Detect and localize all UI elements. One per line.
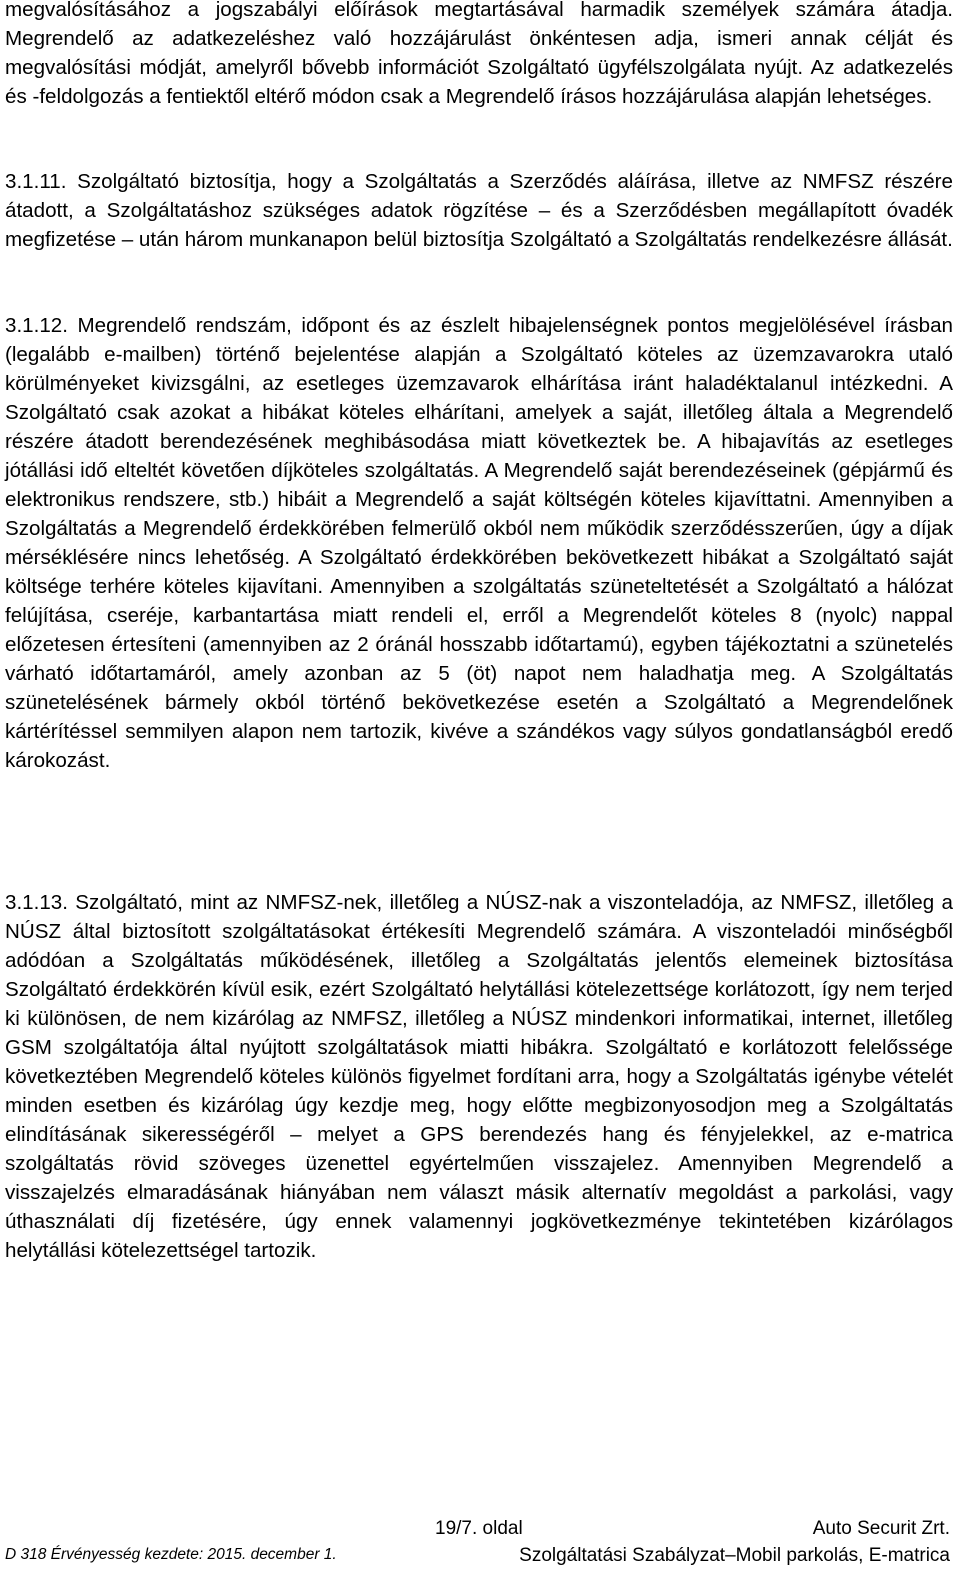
footer-page-number: 19/7. oldal bbox=[435, 1518, 523, 1539]
paragraph-3-1-13: 3.1.13. Szolgáltató, mint az NMFSZ-nek, illetőleg a NÚSZ-nak a viszonteladója, az NMFSZ, illetőleg a NÚSZ által biztosított szolgáltatásokat értékesíti Megrendelő számára. A viszonteladói minőségből adódóan a Szolgáltatás működésének, illetőleg a Szolgáltatás jelentős elemeinek biztosítása Szolgáltató érdekkörén kívül esik, ezért Szolgáltató helytállási kötelezettsége korlátozott, így nem terjed ki különösen, de nem kizárólag az NMFSZ, illetőleg a NÚSZ mindenkori informatikai, internet, illetőleg GSM szolgáltatója által nyújtott szolgáltatások miatti hibákra. Szolgáltató e korlátozott felelőssége következtében Megrendelő köteles különös figyelmet fordítani arra, hogy a Szolgáltatás igénybe vételét minden esetben és kizárólag úgy kezdje meg, hogy előtte megbizonyosodjon meg a Szolgáltatás elindításának sikerességéről – melyet a GPS berendezés hang és fényjelekkel, az e-matrica szolgáltatás rövid szöveges üzenettel egyértelműen visszajelez. Amennyiben Megrendelő a visszajelzés elmaradásának hiányában nem választ másik alternatív megoldást a parkolási, vagy úthasználati díj fizetésére, úgy ennek valamennyi jogkövetkezménye tekintetében kizárólagos helytállási kötelezettségel tartozik. bbox=[5, 891, 953, 1262]
footer-doc-code: D 318 Érvényesség kezdete: 2015. december 1. bbox=[5, 1546, 337, 1563]
paragraph-data-processing: megvalósításához a jogszabályi előírások megtartásával harmadik személyek számára átadja. Megrendelő az adatkezeléshez való hozzájárulást önkéntesen adja, ismeri annak célját és megvalósítási módját, amelyről bővebb információt Szolgáltató ügyfélszolgálata nyújt. Az adatkezelés és -feldolgozás a fentiektől eltérő módon csak a Megrendelő írásos hozzájárulása alapján lehetséges. bbox=[5, 0, 953, 108]
page-footer bbox=[5, 1517, 953, 1573]
footer-doc-title: Szolgáltatási Szabályzat–Mobil parkolás, E-matrica bbox=[519, 1545, 950, 1566]
footer-company: Auto Securit Zrt. bbox=[812, 1518, 950, 1539]
paragraph-3-1-11: 3.1.11. Szolgáltató biztosítja, hogy a Szolgáltatás a Szerződés aláírása, illetve az NMFSZ részére átadott, a Szolgáltatáshoz szükséges adatok rögzítése – és a Szerződésben megállapított óvadék megfizetése – után három munkanapon belül biztosítja Szolgáltató a Szolgáltatás rendelkezésre állását. bbox=[5, 170, 953, 251]
paragraph-3-1-12: 3.1.12. Megrendelő rendszám, időpont és az észlelt hibajelenségnek pontos megjelölésével írásban (legalább e-mailben) történő bejelentése alapján a Szolgáltató köteles az üzemzavarokra utaló körülményeket kivizsgálni, az esetleges üzemzavarok elhárítása iránt haladéktalanul intézkedni. A Szolgáltató csak azokat a hibákat köteles elhárítani, amelyek a saját, illetőleg általa a Megrendelő részére átadott berendezésének meghibásodása miatt következtek be. A hibajavítás az esetleges jótállási idő elteltét követően díjköteles szolgáltatás. A Megrendelő saját berendezéseinek (gépjármű és elektronikus rendszere, stb.) hibáit a Megrendelő a saját költségén köteles kijavíttatni. Amennyiben a Szolgáltatás a Megrendelő érdekkörében felmerülő okból nem működik szerződésszerűen, úgy a díjak mérséklésére nincs lehetőség. A Szolgáltató érdekkörében bekövetkezett hibákat a Szolgáltató saját költsége terhére köteles kijavítani. Amennyiben a szolgáltatás szüneteltetését a Szolgáltató a hálózat felújítása, cseréje, karbantartása miatt rendeli el, erről a Megrendelőt köteles 8 (nyolc) nappal előzetesen értesíteni (amennyiben az 2 óránál hosszabb időtartamú), egyben tájékoztatni a szünetelés várható időtartamáról, amely azonban az 5 (öt) napot nem haladhatja meg. A Szolgáltatás szünetelésének bármely okból történő bekövetkezése esetén a Szolgáltató a Megrendelőnek kártérítéssel semmilyen alapon nem tartozik, kivéve a szándékos vagy súlyos gondatlanságból eredő károkozást. bbox=[5, 314, 953, 772]
